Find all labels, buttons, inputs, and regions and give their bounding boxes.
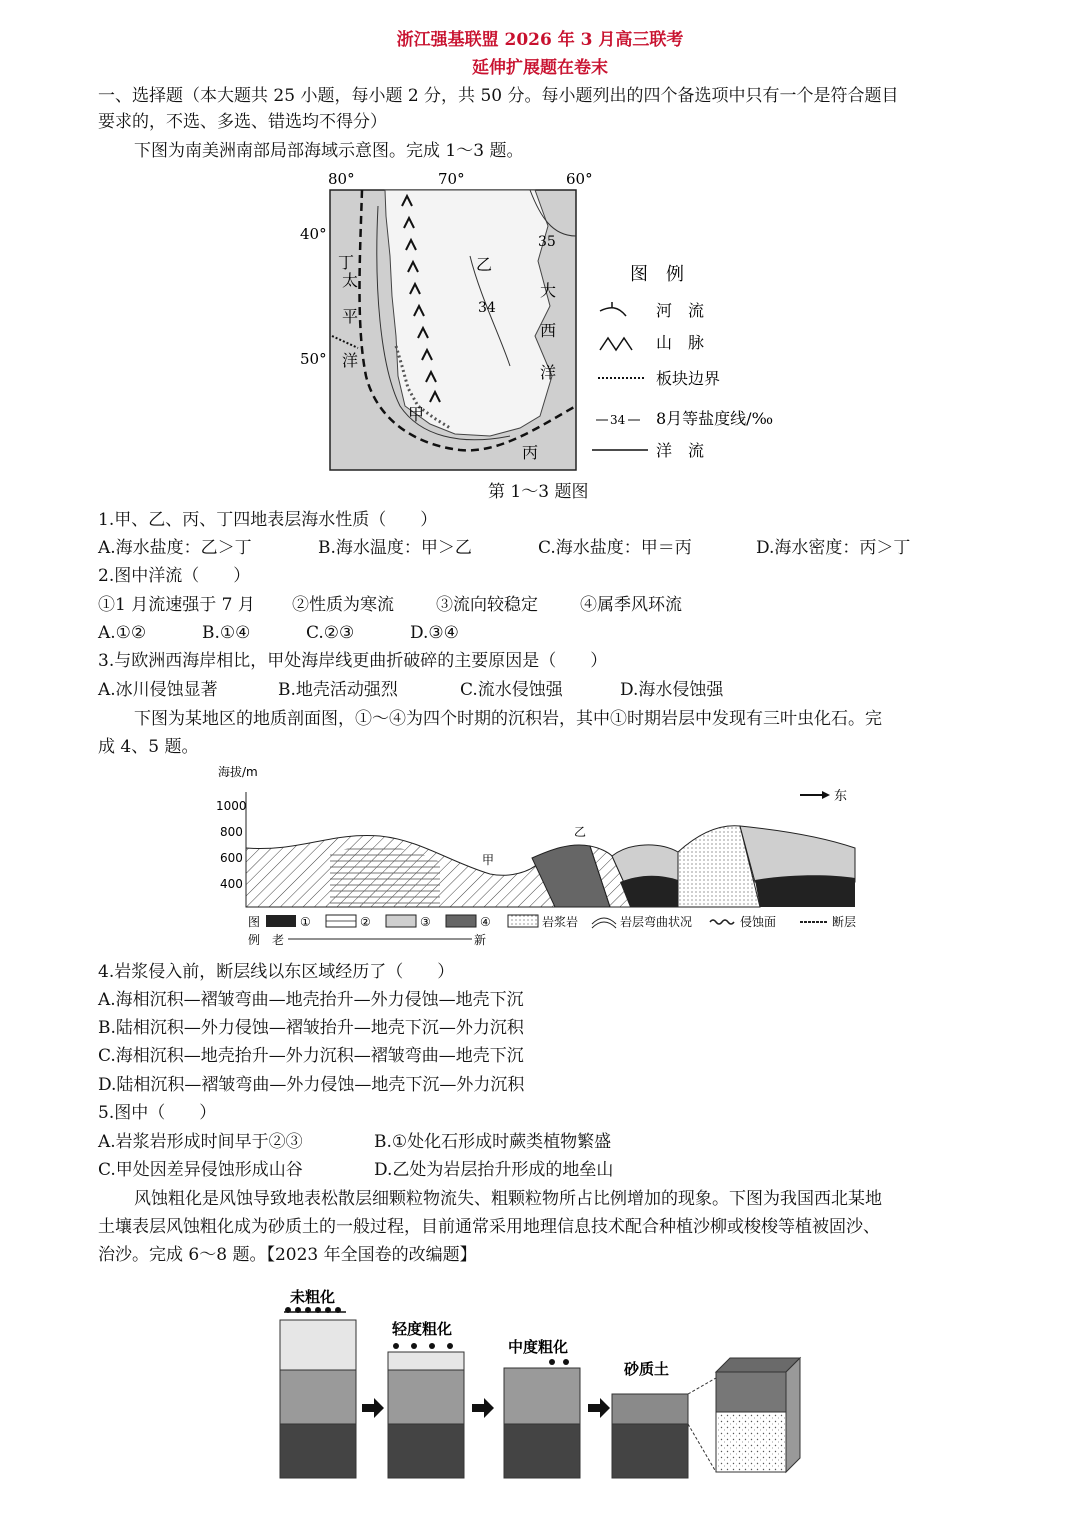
arrow-right-icon bbox=[472, 1398, 494, 1418]
legend-label-2: ② bbox=[360, 915, 371, 929]
q1-option-a[interactable]: A.海水盐度：乙＞丁 bbox=[98, 538, 252, 558]
stage-label: 未粗化 bbox=[290, 1288, 336, 1306]
stage1-mid-soil bbox=[280, 1370, 356, 1424]
q5-option-d[interactable]: D.乙处为岩层抬升形成的地垒山 bbox=[374, 1160, 614, 1180]
group1-intro: 下图为南美洲南部局部海域示意图。完成 1～3 题。 bbox=[134, 141, 524, 161]
q2-option-d[interactable]: D.③④ bbox=[410, 623, 459, 643]
stage1-base-soil bbox=[280, 1424, 356, 1478]
legend-river: 河 流 bbox=[656, 301, 705, 320]
soil-block-upper bbox=[716, 1372, 786, 1412]
stage3-mid-soil bbox=[504, 1368, 580, 1424]
q4-stem: 4.岩浆侵入前，断层线以东区域经历了（ ） bbox=[98, 962, 455, 982]
stage2-mid-soil bbox=[388, 1370, 464, 1424]
place-ding: 丁 bbox=[338, 253, 355, 272]
legend-label-4: ④ bbox=[480, 915, 491, 929]
q3-option-b[interactable]: B.地壳活动强烈 bbox=[278, 680, 398, 700]
zoom-line bbox=[688, 1424, 716, 1472]
pacific-char: 平 bbox=[342, 307, 359, 326]
stage2-base-soil bbox=[388, 1424, 464, 1478]
q4-option-b[interactable]: B.陆相沉积—外力侵蚀—褶皱抬升—地壳下沉—外力沉积 bbox=[98, 1018, 524, 1038]
legend-label-erosion: 侵蚀面 bbox=[740, 915, 777, 929]
legend-label-fault: 断层 bbox=[832, 915, 857, 929]
stage2-top-soil bbox=[388, 1352, 464, 1370]
zoom-line bbox=[688, 1378, 716, 1394]
place-yi: 乙 bbox=[574, 825, 587, 839]
stage4-sandy-soil bbox=[612, 1394, 688, 1424]
q3-option-c[interactable]: C.流水侵蚀强 bbox=[460, 680, 563, 700]
y-tick: 600 bbox=[220, 851, 243, 865]
group3-intro-line3: 治沙。完成 6～8 题。【2023 年全国卷的改编题】 bbox=[98, 1245, 477, 1265]
legend-label-fold: 岩层弯曲状况 bbox=[620, 915, 693, 929]
legend-isoline: 8月等盐度线/‰ bbox=[656, 409, 774, 428]
legend-label-magma: 岩浆岩 bbox=[542, 915, 579, 929]
lon-label: 80° bbox=[328, 170, 355, 188]
q4-option-d[interactable]: D.陆相沉积—褶皱弯曲—外力侵蚀—地壳下沉—外力沉积 bbox=[98, 1075, 525, 1095]
geological-section bbox=[210, 762, 870, 952]
q2-statement: ①1 月流速强于 7 月 bbox=[98, 595, 255, 615]
exam-subtitle: 延伸扩展题在卷末 bbox=[472, 58, 608, 78]
q3-option-a[interactable]: A.冰川侵蚀显著 bbox=[98, 680, 218, 700]
group3-intro-line1: 风蚀粗化是风蚀导致地表松散层细颗粒物流失、粗颗粒物所占比例增加的现象。下图为我国西北某地 bbox=[134, 1189, 882, 1209]
legend-head: 图 bbox=[248, 915, 261, 929]
stage4-base-soil bbox=[612, 1424, 688, 1478]
legend-swatch-magma bbox=[508, 915, 538, 927]
group2-intro-line2: 成 4、5 题。 bbox=[98, 737, 199, 757]
q2-statement: ④属季风环流 bbox=[580, 595, 682, 615]
lon-label: 60° bbox=[566, 170, 593, 188]
soil-block-lower bbox=[716, 1412, 786, 1472]
section-heading-line2: 要求的，不选、多选、错选均不得分） bbox=[98, 112, 387, 132]
elevation-axis-label: 海拔/m bbox=[218, 765, 258, 779]
y-tick: 1000 bbox=[216, 799, 247, 813]
isoline-label-34: 34 bbox=[478, 300, 496, 316]
legend-head: 例 bbox=[248, 933, 261, 947]
q2-option-c[interactable]: C.②③ bbox=[306, 623, 355, 643]
river-icon bbox=[600, 302, 626, 316]
soil-block-side bbox=[786, 1358, 800, 1472]
q4-option-a[interactable]: A.海相沉积—褶皱弯曲—地壳抬升—外力侵蚀—地壳下沉 bbox=[98, 990, 524, 1010]
q2-stem: 2.图中洋流（ ） bbox=[98, 566, 251, 586]
stage-label: 砂质土 bbox=[624, 1360, 670, 1378]
place-jia: 甲 bbox=[482, 853, 495, 867]
y-tick: 800 bbox=[220, 825, 243, 839]
y-tick: 400 bbox=[220, 877, 243, 891]
isoline-label-35: 35 bbox=[538, 234, 556, 250]
q5-stem: 5.图中（ ） bbox=[98, 1103, 217, 1123]
legend-plate: 板块边界 bbox=[656, 369, 721, 388]
q3-stem: 3.与欧洲西海岸相比，甲处海岸线更曲折破碎的主要原因是（ ） bbox=[98, 651, 608, 671]
figure1-caption: 第 1～3 题图 bbox=[488, 482, 589, 502]
legend-swatch-4 bbox=[446, 915, 476, 927]
soil-coarsening-figure bbox=[270, 1282, 810, 1482]
stage3-base-soil bbox=[504, 1424, 580, 1478]
legend-swatch-1 bbox=[266, 915, 296, 927]
q2-statement: ③流向较稳定 bbox=[436, 595, 538, 615]
plant-markers bbox=[393, 1343, 453, 1349]
arrow-right-icon bbox=[362, 1398, 384, 1418]
east-arrowhead bbox=[822, 791, 830, 799]
q5-option-a[interactable]: A.岩浆岩形成时间早于②③ bbox=[98, 1132, 303, 1152]
q5-option-b[interactable]: B.①处化石形成时蕨类植物繁盛 bbox=[374, 1132, 612, 1152]
arrow-right-icon bbox=[588, 1398, 610, 1418]
place-yi: 乙 bbox=[476, 255, 493, 274]
stage1-top-soil bbox=[280, 1320, 356, 1370]
fold-icon bbox=[592, 918, 616, 928]
q5-option-c[interactable]: C.甲处因差异侵蚀形成山谷 bbox=[98, 1160, 303, 1180]
mountain-icon bbox=[600, 338, 632, 350]
syncline-layer2 bbox=[330, 846, 440, 907]
q1-stem: 1.甲、乙、丙、丁四地表层海水性质（ ） bbox=[98, 510, 438, 530]
q2-option-b[interactable]: B.①④ bbox=[202, 623, 251, 643]
atlantic-char: 洋 bbox=[540, 363, 557, 382]
landmass bbox=[385, 190, 552, 436]
exam-title: 浙江强基联盟 2026 年 3 月高三联考 bbox=[396, 30, 684, 50]
q3-option-d[interactable]: D.海水侵蚀强 bbox=[620, 680, 724, 700]
q2-option-a[interactable]: A.①② bbox=[98, 623, 147, 643]
legend-swatch-3 bbox=[386, 915, 416, 927]
east-strata-bottom bbox=[755, 875, 855, 907]
legend-current: 洋 流 bbox=[656, 441, 705, 460]
place-bing: 丙 bbox=[522, 443, 539, 462]
east-strata-top bbox=[740, 826, 855, 882]
lon-label: 70° bbox=[438, 170, 465, 188]
east-block-layer1 bbox=[620, 876, 678, 907]
group2-intro-line1: 下图为某地区的地质剖面图，①～④为四个时期的沉积岩，其中①时期岩层中发现有三叶虫化石。完 bbox=[134, 709, 882, 729]
isoline-icon-label: 34 bbox=[610, 413, 626, 427]
erosion-icon bbox=[710, 920, 734, 924]
atlantic-char: 大 bbox=[540, 281, 557, 300]
lat-label: 50° bbox=[300, 350, 327, 368]
lat-label: 40° bbox=[300, 225, 327, 243]
q2-statement: ②性质为寒流 bbox=[292, 595, 394, 615]
q4-option-c[interactable]: C.海相沉积—地壳抬升—外力沉积—褶皱弯曲—地壳下沉 bbox=[98, 1046, 524, 1066]
q1-option-d[interactable]: D.海水密度：丙＞丁 bbox=[756, 538, 911, 558]
stage-label: 轻度粗化 bbox=[392, 1320, 453, 1338]
direction-east: 东 bbox=[834, 789, 848, 804]
group3-intro-line2: 土壤表层风蚀粗化成为砂质土的一般过程，目前通常采用地理信息技术配合种植沙柳或梭梭等植被固沙、 bbox=[98, 1217, 880, 1237]
legend-swatch-2 bbox=[326, 915, 356, 927]
pacific-char: 太 bbox=[342, 271, 359, 290]
age-new: 新 bbox=[474, 933, 487, 947]
stage-label: 中度粗化 bbox=[508, 1338, 569, 1356]
section-heading-line1: 一、选择题（本大题共 25 小题，每小题 2 分，共 50 分。每小题列出的四个备选项中只有一个是符合题目 bbox=[98, 86, 899, 106]
age-old: 老 bbox=[272, 933, 285, 947]
legend-title: 图 例 bbox=[630, 264, 684, 285]
atlantic-char: 西 bbox=[540, 321, 557, 340]
place-jia: 甲 bbox=[408, 405, 425, 424]
legend-label-1: ① bbox=[300, 915, 311, 929]
pacific-char: 洋 bbox=[342, 351, 359, 370]
legend-mountain: 山 脉 bbox=[656, 333, 705, 352]
q1-option-c[interactable]: C.海水盐度：甲＝丙 bbox=[538, 538, 692, 558]
plant-markers bbox=[549, 1359, 569, 1365]
legend-label-3: ③ bbox=[420, 915, 431, 929]
south-america-map bbox=[290, 166, 800, 476]
q1-option-b[interactable]: B.海水温度：甲＞乙 bbox=[318, 538, 472, 558]
